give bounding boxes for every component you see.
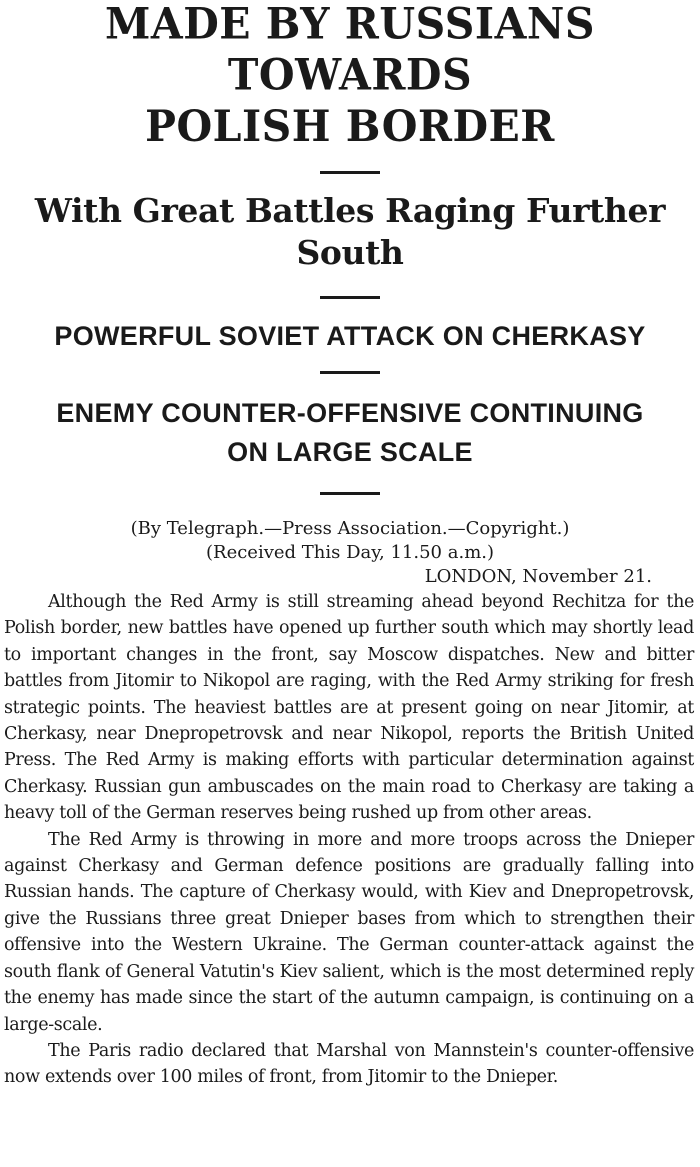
press-credit-line: (By Telegraph.—Press Association.—Copyright.) <box>130 518 570 539</box>
fourth-headline-line-2: ON LARGE SCALE <box>227 437 473 467</box>
fourth-headline <box>0 394 700 472</box>
article-paragraph: Although the Red Army is still streaming ahead beyond Rechitza for the Polish border, new battles have opened up further south which may shortly lead to important changes in the front, say Moscow dispatches. New and bitter battles from Jitomir to Nikopol are raging, with the Red Army striking for fresh strategic points. The heaviest battles are at present going on near Jitomir, at Cherkasy, near Dnepropetrovsk and near Nikopol, reports the British United Press. The Red Army is making efforts with particular determination against Cherkasy. Russian gun ambuscades on the main road to Cherkasy are taking a heavy toll of the German reserves being rushed up from other areas. <box>4 592 694 824</box>
headline-divider <box>320 296 380 299</box>
headline-divider <box>320 371 380 374</box>
main-headline-line-1: MADE BY RUSSIANS TOWARDS <box>105 0 595 101</box>
article-paragraph: The Red Army is throwing in more and more troops across the Dnieper against Cherkasy and German defence positions are gradually falling into Russian hands. The capture of Cherkasy would, with Kiev and Dnepropetrovsk, give the Russians three great Dnieper bases from which to strengthen their offensive into the Western Ukraine. The German counter-attack against the south flank of General Vatutin's Kiev salient, which is the most determined reply the enemy has made since the start of the autumn campaign, is continuing on a large-scale. <box>4 829 694 1035</box>
dateline: LONDON, November 21. <box>424 566 652 587</box>
main-headline-line-2: POLISH BORDER <box>145 101 555 152</box>
subheadline: With Great Battles Raging Further South <box>34 191 666 272</box>
headline-divider <box>320 171 380 174</box>
headline-divider <box>320 492 380 495</box>
fourth-headline-line-1: ENEMY COUNTER-OFFENSIVE CONTINUING <box>56 398 644 428</box>
article-body <box>0 589 700 1091</box>
third-headline: POWERFUL SOVIET ATTACK ON CHERKASY <box>54 321 646 351</box>
main-headline <box>0 0 700 153</box>
article-paragraph: The Paris radio declared that Marshal von Mannstein's counter-offensive now extends over 100 miles of front, from Jitomir to the Dnieper. <box>4 1040 694 1088</box>
press-credit <box>0 517 700 565</box>
received-time-line: (Received This Day, 11.50 a.m.) <box>206 542 494 563</box>
